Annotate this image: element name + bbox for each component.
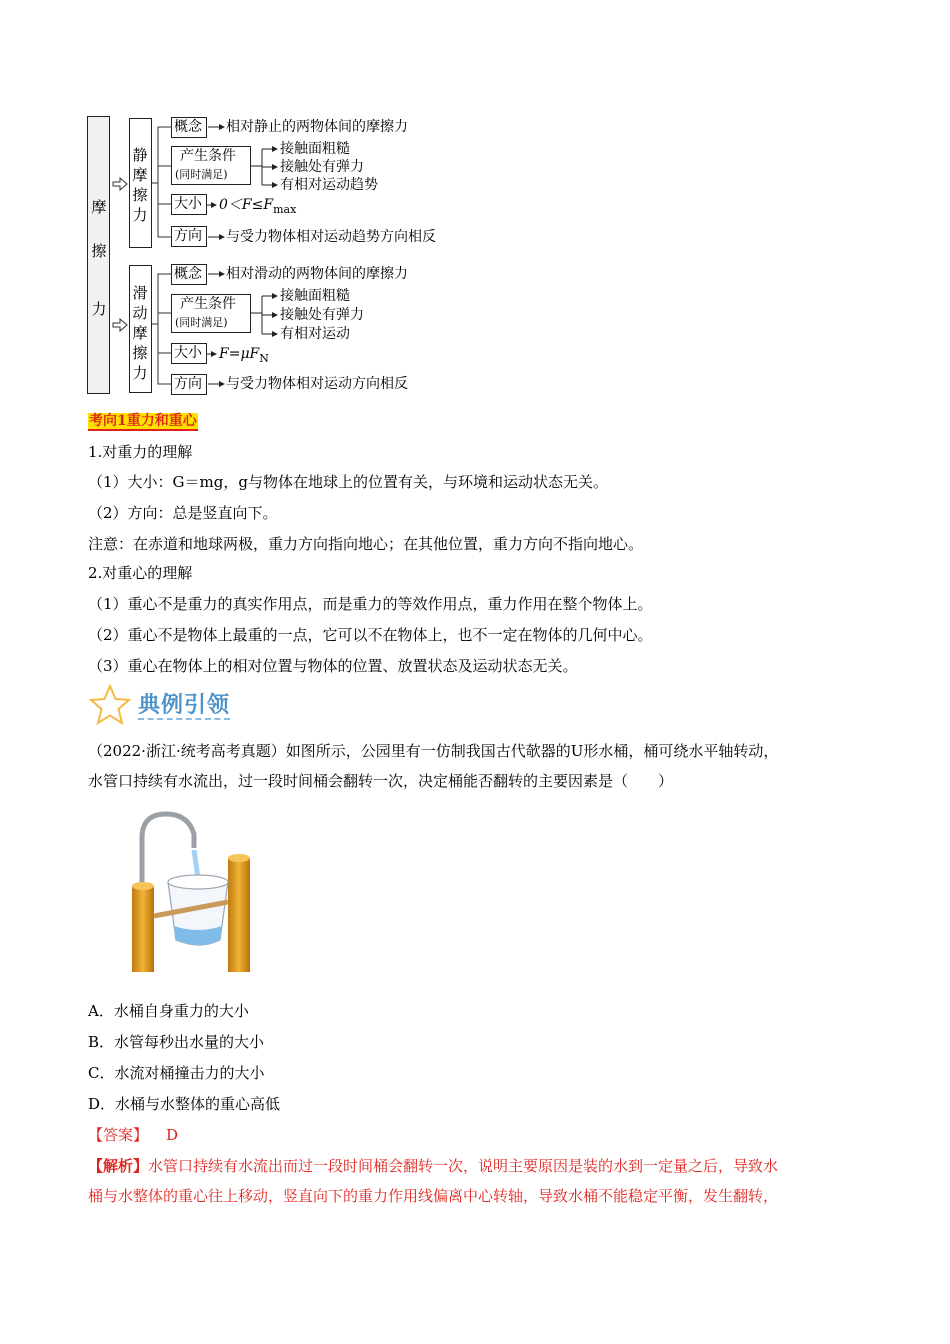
example-banner: 典例引领 xyxy=(138,693,231,718)
static-cond-label: 产生条件 xyxy=(180,148,236,164)
analysis-line-2: 桶与水整体的重心往上移动，竖直向下的重力作用线偏离中心转轴，导致水桶不能稳定平衡，发生翻转， xyxy=(88,1187,779,1205)
option-d: D．水桶与水整体的重心高低 xyxy=(88,1095,281,1113)
analysis-label: 【解析】 xyxy=(88,1157,149,1175)
para-gravity-size: （1）大小：G＝mg，g与物体在地球上的位置有关，与环境和运动状态无关。 xyxy=(88,473,608,491)
sliding-cond-label: 产生条件 xyxy=(180,296,236,312)
static-dir-label: 方向 xyxy=(174,228,202,244)
static-concept-label: 概念 xyxy=(174,119,202,135)
option-c: C．水流对桶撞击力的大小 xyxy=(88,1064,265,1082)
static-cond-1: 接触面粗糙 xyxy=(280,141,350,157)
para-gravity-direction: （2）方向：总是竖直向下。 xyxy=(88,504,278,522)
static-size-text: $0<F\le F_{max}$ xyxy=(219,197,297,216)
para-center-3: （3）重心在物体上的相对位置与物体的位置、放置状态及运动状态无关。 xyxy=(88,657,578,675)
sliding-size-label: 大小 xyxy=(174,345,202,361)
heading-center: 2.对重心的理解 xyxy=(88,564,193,582)
star-icon xyxy=(88,684,132,726)
answer-label: 【答案】 xyxy=(88,1126,149,1144)
sliding-cond-3: 有相对运动 xyxy=(280,326,350,342)
question-line-1: （2022·浙江·统考高考真题）如图所示，公园里有一仿制我国古代欹器的U形水桶，桶可绕水平轴转动， xyxy=(88,742,779,760)
answer-line xyxy=(88,1125,178,1145)
sliding-size-text: $F=\mu F_N$ xyxy=(219,346,269,365)
root-char-2: 擦 xyxy=(91,242,107,260)
para-note: 注意：在赤道和地球两极，重力方向指向地心；在其他位置，重力方向不指向地心。 xyxy=(88,535,644,553)
static-cond-3: 有相对运动趋势 xyxy=(280,177,378,193)
sliding-dir-text: 与受力物体相对运动方向相反 xyxy=(226,376,408,392)
analysis-line-1: 【解析】水管口持续有水流出而过一段时间桶会翻转一次，说明主要原因是装的水到一定量之后，导致水 xyxy=(88,1157,779,1175)
sliding-cond-2: 接触处有弹力 xyxy=(280,307,364,323)
static-char-3: 擦 xyxy=(132,186,148,204)
root-char-1: 摩 xyxy=(91,198,107,216)
static-size-label: 大小 xyxy=(174,196,202,212)
para-center-2: （2）重心不是物体上最重的一点，它可以不在物体上，也不一定在物体的几何中心。 xyxy=(88,626,653,644)
sliding-char-3: 摩 xyxy=(132,324,148,342)
root-char-3: 力 xyxy=(91,300,107,318)
sliding-concept-label: 概念 xyxy=(174,266,202,282)
question-line-2: 水管口持续有水流出，过一段时间桶会翻转一次，决定桶能否翻转的主要因素是（ ） xyxy=(88,772,674,790)
bucket-illustration xyxy=(128,808,258,974)
option-b: B．水管每秒出水量的大小 xyxy=(88,1033,265,1051)
para-center-1: （1）重心不是重力的真实作用点，而是重力的等效作用点，重力作用在整个物体上。 xyxy=(88,595,653,613)
sliding-char-2: 动 xyxy=(132,304,148,322)
static-char-1: 静 xyxy=(132,146,148,164)
sliding-cond-1: 接触面粗糙 xyxy=(280,288,350,304)
section-tag: 考向1重力和重心 xyxy=(89,413,197,429)
sliding-concept-text: 相对滑动的两物体间的摩擦力 xyxy=(226,266,408,282)
option-a: A．水桶自身重力的大小 xyxy=(88,1002,249,1020)
sliding-char-5: 力 xyxy=(132,364,148,382)
static-concept-text: 相对静止的两物体间的摩擦力 xyxy=(226,119,408,135)
static-cond-2: 接触处有弹力 xyxy=(280,159,364,175)
static-char-2: 摩 xyxy=(132,166,148,184)
heading-gravity: 1.对重力的理解 xyxy=(88,443,193,461)
answer-value: D xyxy=(166,1126,179,1144)
sliding-cond-sub: (同时满足) xyxy=(175,316,228,329)
static-dir-text: 与受力物体相对运动趋势方向相反 xyxy=(226,229,436,245)
sliding-char-1: 滑 xyxy=(132,284,148,302)
sliding-dir-label: 方向 xyxy=(174,376,202,392)
sliding-char-4: 擦 xyxy=(132,344,148,362)
static-char-4: 力 xyxy=(132,206,148,224)
static-cond-sub: (同时满足) xyxy=(175,168,228,181)
